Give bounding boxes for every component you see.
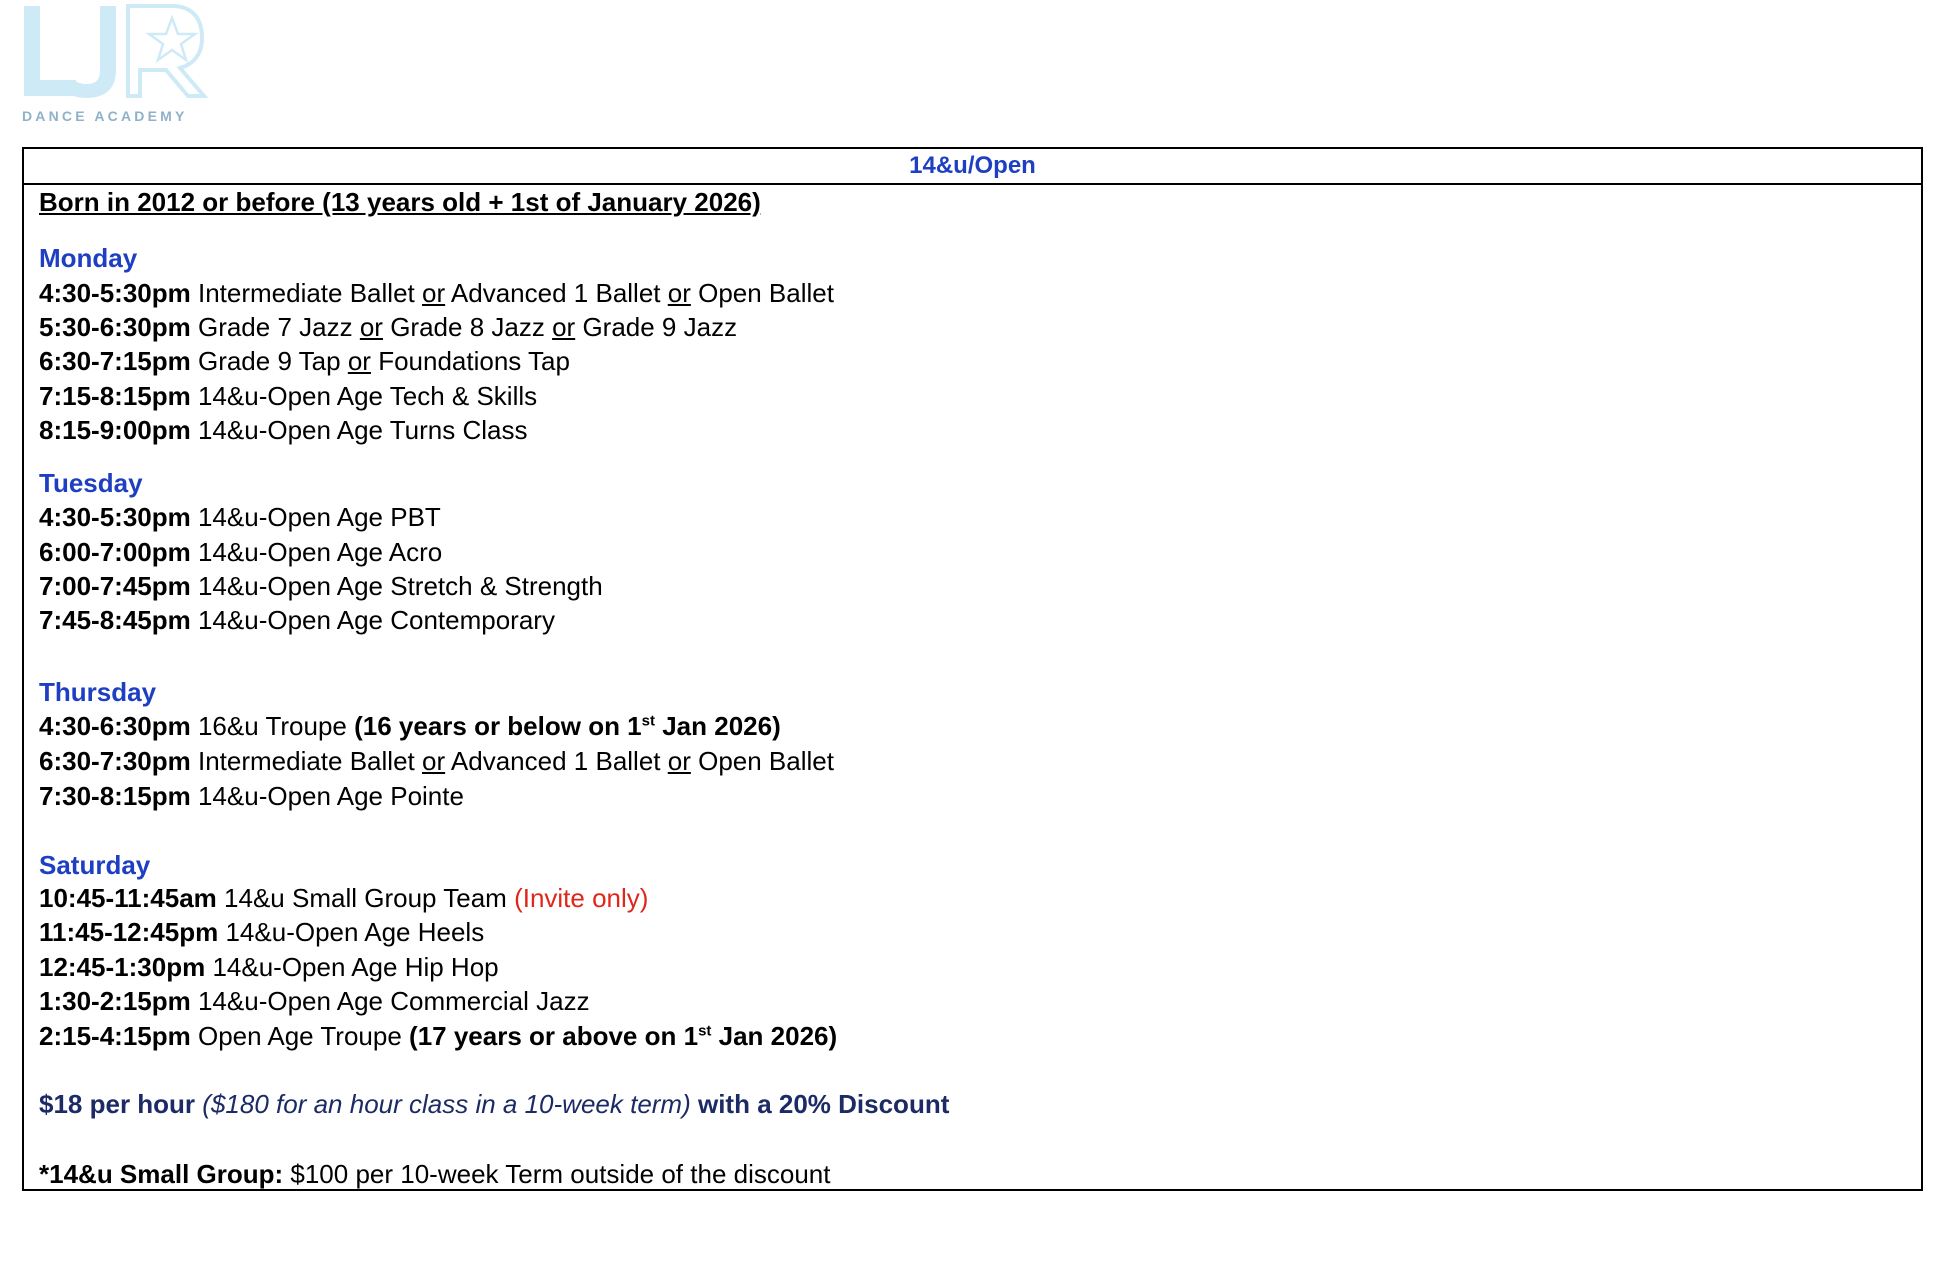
small-group-note <box>39 1159 830 1189</box>
class-name: Grade 8 Jazz <box>390 312 545 342</box>
time-slot: 1:30-2:15pm <box>39 986 191 1016</box>
or-connector: or <box>359 312 383 342</box>
class-name: 14&u-Open Age Tech & Skills <box>197 381 538 411</box>
price-rate: $18 per hour <box>39 1089 196 1119</box>
schedule-row <box>39 571 603 601</box>
schedule-row <box>39 346 570 376</box>
class-name: 14&u-Open Age Commercial Jazz <box>197 986 590 1016</box>
class-name: 14&u Small Group Team <box>224 883 507 913</box>
age-note-end: Jan 2026) <box>655 711 781 741</box>
schedule-row <box>39 312 737 342</box>
schedule-row <box>39 917 484 947</box>
time-slot: 4:30-6:30pm <box>39 711 191 741</box>
class-name: 14&u-Open Age Turns Class <box>197 415 528 445</box>
time-slot: 12:45-1:30pm <box>39 952 206 982</box>
or-connector: or <box>667 278 691 308</box>
schedule-row <box>39 711 781 741</box>
class-name: 14&u-Open Age Pointe <box>197 781 464 811</box>
age-note <box>354 711 781 741</box>
time-slot: 7:00-7:45pm <box>39 571 191 601</box>
table-header: 14&u/Open <box>24 149 1921 185</box>
time-slot: 7:30-8:15pm <box>39 781 191 811</box>
schedule-row <box>39 381 537 411</box>
class-name: Advanced 1 Ballet <box>450 746 661 776</box>
or-connector: or <box>422 278 446 308</box>
time-slot: 2:15-4:15pm <box>39 1021 191 1051</box>
class-name: Open Ballet <box>698 278 834 308</box>
class-name: Intermediate Ballet <box>197 278 415 308</box>
schedule-row <box>39 883 648 913</box>
ordinal-suffix: st <box>641 712 655 730</box>
age-note-text: (17 years or above on 1 <box>409 1021 699 1051</box>
schedule-row <box>39 746 834 776</box>
ordinal-suffix: st <box>698 1022 712 1040</box>
or-connector: or <box>667 746 691 776</box>
time-slot: 10:45-11:45am <box>39 883 217 913</box>
small-group-text: $100 per 10-week Term outside of the discount <box>290 1159 831 1189</box>
class-name: Advanced 1 Ballet <box>450 278 661 308</box>
time-slot: 11:45-12:45pm <box>39 917 219 947</box>
invite-only-note: (Invite only) <box>514 883 649 913</box>
schedule-row <box>39 986 590 1016</box>
time-slot: 6:30-7:30pm <box>39 746 191 776</box>
age-note-text: (16 years or below on 1 <box>354 711 642 741</box>
price-discount: with a 20% Discount <box>697 1089 950 1119</box>
class-name: 14&u-Open Age Contemporary <box>197 605 555 635</box>
time-slot: 6:30-7:15pm <box>39 346 191 376</box>
time-slot: 7:45-8:45pm <box>39 605 191 635</box>
or-connector: or <box>422 746 446 776</box>
class-name: Grade 9 Jazz <box>582 312 738 342</box>
class-name: Open Age Troupe <box>197 1021 402 1051</box>
day-saturday: Saturday <box>39 850 151 880</box>
class-name: 14&u-Open Age Hip Hop <box>212 952 499 982</box>
time-slot: 8:15-9:00pm <box>39 415 191 445</box>
time-slot: 7:15-8:15pm <box>39 381 191 411</box>
logo-subtitle: DANCE ACADEMY <box>22 108 188 124</box>
age-note-end: Jan 2026) <box>711 1021 838 1051</box>
time-slot: 5:30-6:30pm <box>39 312 191 342</box>
schedule-row <box>39 1021 837 1051</box>
or-connector: or <box>552 312 576 342</box>
time-slot: 6:00-7:00pm <box>39 537 191 567</box>
price-detail: ($180 for an hour class in a 10-week term) <box>202 1089 691 1119</box>
class-name: 14&u-Open Age Acro <box>197 537 443 567</box>
age-note <box>409 1021 837 1051</box>
born-requirement: Born in 2012 or before (13 years old + 1st of January 2026) <box>39 187 761 217</box>
time-slot: 4:30-5:30pm <box>39 278 191 308</box>
class-name: 14&u-Open Age Heels <box>225 917 485 947</box>
logo <box>22 4 212 126</box>
time-slot: 4:30-5:30pm <box>39 502 191 532</box>
schedule-row <box>39 278 834 308</box>
class-name: 14&u-Open Age PBT <box>197 502 441 532</box>
schedule-row <box>39 415 528 445</box>
or-connector: or <box>347 346 371 376</box>
class-name: 14&u-Open Age Stretch & Strength <box>197 571 603 601</box>
schedule-row <box>39 537 442 567</box>
class-name: Open Ballet <box>698 746 834 776</box>
small-group-label: *14&u Small Group: <box>39 1159 284 1189</box>
day-tuesday: Tuesday <box>39 468 143 498</box>
class-name: Foundations Tap <box>378 346 570 376</box>
class-name: Grade 7 Jazz <box>197 312 353 342</box>
schedule-row <box>39 952 499 982</box>
class-name: Intermediate Ballet <box>197 746 415 776</box>
schedule-table <box>22 147 1923 1191</box>
pricing-line <box>39 1089 949 1119</box>
class-name: Grade 9 Tap <box>197 346 341 376</box>
class-name: 16&u Troupe <box>197 711 347 741</box>
schedule-row <box>39 502 441 532</box>
day-monday: Monday <box>39 243 138 273</box>
logo-monogram-icon <box>22 4 212 104</box>
day-thursday: Thursday <box>39 677 157 707</box>
schedule-row <box>39 781 464 811</box>
schedule-row <box>39 605 555 635</box>
